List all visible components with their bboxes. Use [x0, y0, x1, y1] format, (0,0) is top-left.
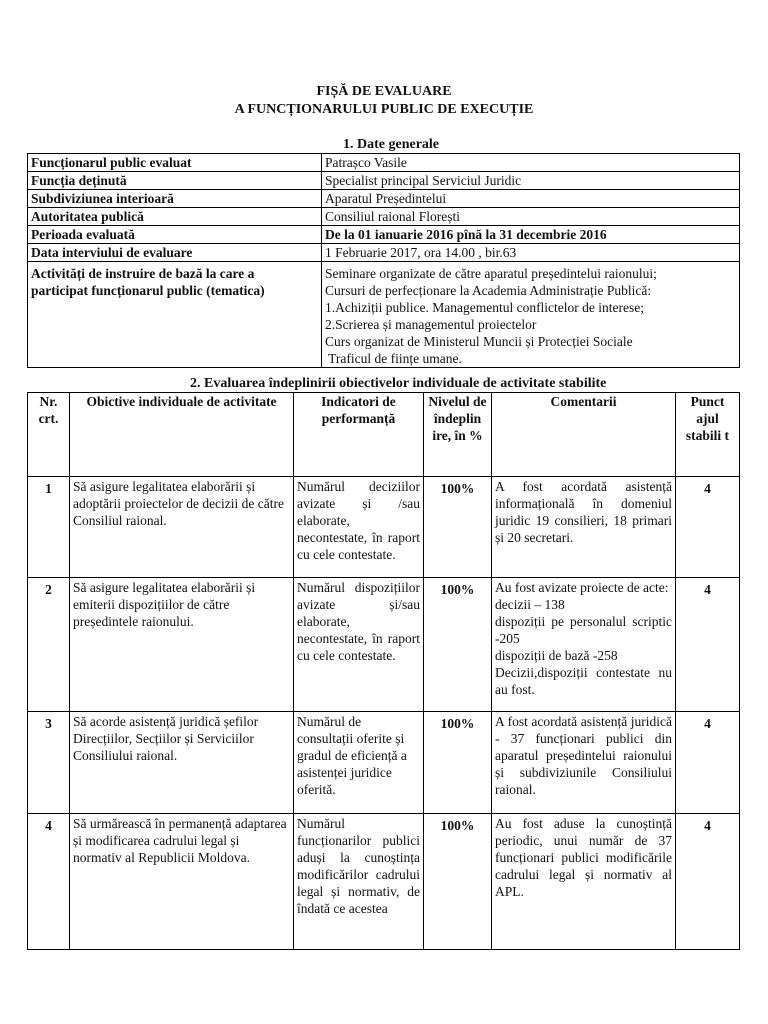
training-line: Cursuri de perfecționare la Academia Administrație Publică: — [325, 283, 652, 298]
col-header-objectives: Obictive individuale de activitate — [70, 393, 294, 477]
table-row — [28, 172, 740, 190]
evaluation-table — [27, 392, 740, 950]
table-row — [28, 208, 740, 226]
training-line: Curs organizat de Ministerul Muncii și Protecției Sociale — [325, 334, 633, 349]
objective-cell: Să urmărească în permanență adaptarea și modificarea cadrului legal și normativ al Republicii Moldova. — [70, 814, 294, 950]
col-header-nr: Nr. crt. — [28, 393, 70, 477]
table-row — [28, 262, 740, 368]
col-header-score: Punct ajul stabili t — [676, 393, 740, 477]
row-number: 4 — [28, 814, 70, 950]
table-row — [28, 814, 740, 950]
training-label-line: Activități de instruire de bază la care a — [31, 266, 255, 281]
section2-title: 2. Evaluarea îndeplinirii obiectivelor individuale de activitate stabilite — [190, 376, 607, 391]
level-cell: 100% — [424, 477, 492, 578]
comment-line: dispoziții de bază -258 — [495, 648, 618, 663]
training-label-line: participat funcționarul public (tematica) — [31, 283, 265, 298]
indicator-cell: Numărul deciziilor avizate și /sau elaborate, necontestate, în raport cu cele contestate. — [294, 477, 424, 578]
label-evaluated: Funcționarul public evaluat — [28, 154, 322, 172]
comment-line: dispoziții pe personalul scriptic -205 — [495, 614, 672, 646]
score-cell: 4 — [676, 712, 740, 814]
label-subdivision: Subdiviziunea interioară — [28, 190, 322, 208]
value-subdivision: Aparatul Președintelui — [322, 190, 740, 208]
table-row — [28, 154, 740, 172]
indicator-cell: Numărul de consultații oferite și gradul de eficiență a asistenței juridice oferită. — [294, 712, 424, 814]
header-row — [28, 393, 740, 477]
label-function: Funcția deținută — [28, 172, 322, 190]
comment-line: Decizii,dispoziții contestate nu au fost. — [495, 665, 672, 697]
table-row — [28, 244, 740, 262]
comment-line: decizii – 138 — [495, 597, 565, 612]
score-cell: 4 — [676, 814, 740, 950]
training-line: Seminare organizate de către aparatul președintelui raionului; — [325, 266, 657, 281]
objective-cell: Să acorde asistență juridică șefilor Direcțiilor, Secțiilor și Serviciilor Consiliului raional. — [70, 712, 294, 814]
table-row — [28, 712, 740, 814]
col-header-comments: Comentarii — [492, 393, 676, 477]
comment-cell: A fost acordată asistență informațională în domeniul juridic 19 consilieri, 18 primari și 20 secretari. — [492, 477, 676, 578]
objective-cell: Să asigure legalitatea elaborării și emiterii dispozițiilor de către președintele raionului. — [70, 578, 294, 712]
section1-title: 1. Date generale — [343, 137, 440, 152]
col-header-indicators: Indicatori de performanță — [294, 393, 424, 477]
value-training — [322, 262, 740, 368]
comment-cell — [492, 578, 676, 712]
value-function: Specialist principal Serviciul Juridic — [322, 172, 740, 190]
comment-cell: Au fost aduse la cunoștință periodic, unui număr de 37 funcționari publici modificările cadrului legal și normativ al APL. — [492, 814, 676, 950]
value-authority: Consiliul raional Florești — [322, 208, 740, 226]
indicator-cell: Numărul dispozițiilor avizate și/sau elaborate, necontestate, în raport cu cele contestate. — [294, 578, 424, 712]
table-row — [28, 477, 740, 578]
document-title-line1: FIȘĂ DE EVALUARE — [316, 84, 452, 99]
table-row — [28, 578, 740, 712]
comment-line: Au fost avizate proiecte de acte: — [495, 580, 669, 595]
table-row — [28, 190, 740, 208]
value-interview-date: 1 Februarie 2017, ora 14.00 , bir.63 — [322, 244, 740, 262]
comment-cell: A fost acordată asistență juridică - 37 funcționari publici din aparatul președintelui raionului și subdiviziunile Consiliului raional. — [492, 712, 676, 814]
level-cell: 100% — [424, 578, 492, 712]
training-line: Traficul de ființe umane. — [325, 351, 462, 366]
score-cell: 4 — [676, 578, 740, 712]
label-authority: Autoritatea publică — [28, 208, 322, 226]
row-number: 1 — [28, 477, 70, 578]
score-cell: 4 — [676, 477, 740, 578]
value-period: De la 01 ianuarie 2016 pînă la 31 decembrie 2016 — [322, 226, 740, 244]
value-evaluated: Patrașco Vasile — [322, 154, 740, 172]
training-line: 1.Achiziții publice. Managementul conflictelor de interese; — [325, 300, 645, 315]
training-line: 2.Scrierea și managementul proiectelor — [325, 317, 537, 332]
label-training — [28, 262, 322, 368]
row-number: 3 — [28, 712, 70, 814]
level-cell: 100% — [424, 814, 492, 950]
label-period: Perioada evaluată — [28, 226, 322, 244]
objective-cell: Să asigure legalitatea elaborării și adoptării proiectelor de decizii de către Consiliul raional. — [70, 477, 294, 578]
general-data-table — [27, 153, 740, 368]
indicator-cell: Numărul funcționarilor publici aduși la cunoștința modificărilor cadrului legal și normativ, de îndată ce acestea — [294, 814, 424, 950]
level-cell: 100% — [424, 712, 492, 814]
row-number: 2 — [28, 578, 70, 712]
table-row — [28, 226, 740, 244]
label-interview-date: Data interviului de evaluare — [28, 244, 322, 262]
document-title-line2: A FUNCȚIONARULUI PUBLIC DE EXECUȚIE — [234, 102, 534, 117]
col-header-level: Nivelul de îndeplin ire, în % — [424, 393, 492, 477]
